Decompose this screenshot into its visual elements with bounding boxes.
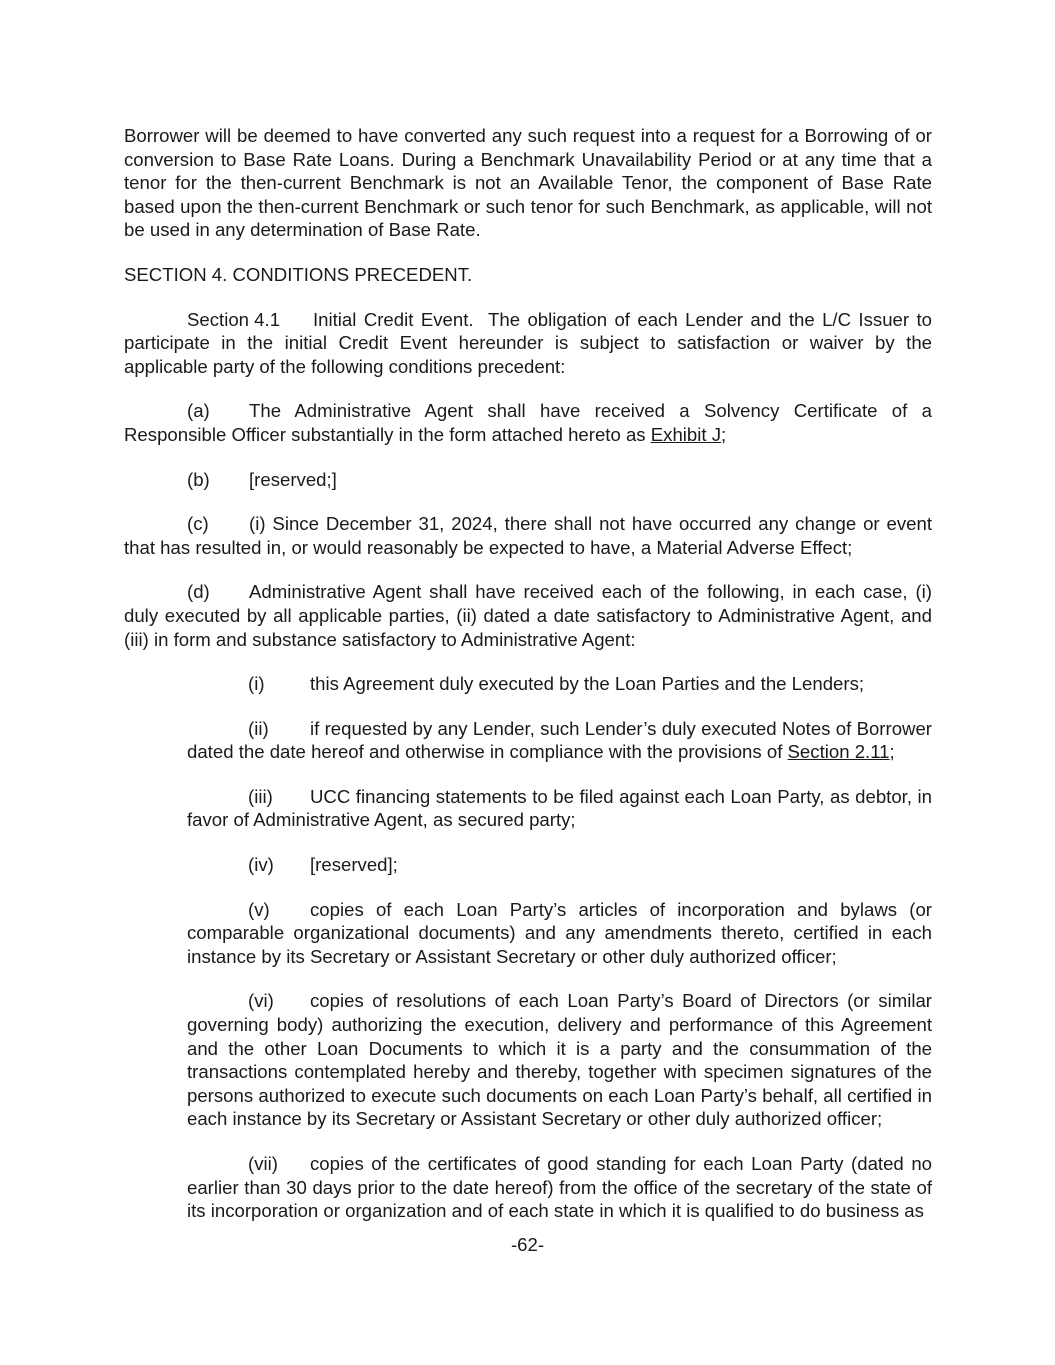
subclause-v (187, 898, 932, 969)
section-2-11-reference: Section 2.11 (787, 741, 890, 763)
section-4-1-text: The obligation of each Lender and the L/C Issuer to participate in the initial Credit Event hereunder is subject to satisfaction or waiver by the applicable party of the following conditions precedent: (124, 308, 938, 377)
clause-d (124, 580, 932, 651)
section-4-1-paragraph (124, 308, 938, 379)
subclause-iii-label: (iii) (248, 785, 273, 807)
subclause-vii-text: copies of the certificates of good standing for each Loan Party (dated no earlier than 30 days prior to the date hereof) from the office of the secretary of the state of its incorporation or organization and of each state in which it is qualified to do business as (187, 1153, 932, 1222)
subclause-ii-label: (ii) (248, 717, 269, 739)
intro-paragraph: Borrower will be deemed to have converted any such request into a request for a Borrowing of or conversion to Base Rate Loans. During a Benchmark Unavailability Period or at any time that a tenor for the then-current Benchmark is not an Available Tenor, the component of Base Rate based upon the then-current Benchmark or such tenor for such Benchmark, as applicable, will not be used in any determination of Base Rate. (124, 125, 932, 241)
subclause-ii (187, 717, 932, 764)
page-number: -62- (510, 1234, 545, 1255)
subclause-vii-label: (vii) (248, 1153, 278, 1174)
subclause-v-text: copies of each Loan Party’s articles of incorporation and bylaws (or comparable organizational documents) and any amendments thereto, certified in each instance by its Secretary or Assistant Secretary or other duly authorized officer; (187, 898, 932, 967)
clause-b-text: [reserved;] (249, 468, 337, 490)
document-page (124, 124, 938, 1223)
section-4-1-title: Initial Credit Event. (313, 308, 474, 330)
clause-b (124, 468, 932, 492)
subclause-vi-label: (vi) (248, 990, 274, 1012)
subclause-vii (187, 1152, 932, 1223)
exhibit-j-reference: Exhibit J (650, 423, 722, 445)
subclause-iv (187, 853, 932, 877)
subclause-iii-text: UCC financing statements to be filed against each Loan Party, as debtor, in favor of Administrative Agent, as secured party; (187, 785, 932, 831)
clause-c-label: (c) (187, 513, 209, 535)
clause-d-label: (d) (187, 581, 210, 603)
subclause-v-label: (v) (248, 898, 270, 920)
subclause-ii-text-end: ; (889, 741, 895, 763)
subclause-ii-text: if requested by any Lender, such Lender’s duly executed Notes of Borrower dated the date hereof and otherwise in compliance with the provisions of (187, 717, 932, 763)
subclause-i (187, 672, 932, 696)
clause-a-text-end: ; (721, 423, 727, 445)
clause-a-text: The Administrative Agent shall have received a Solvency Certificate of a Responsible Officer substantially in the form attached hereto as (124, 400, 932, 445)
clause-a-label: (a) (187, 400, 210, 422)
clause-d-text: Administrative Agent shall have received each of the following, in each case, (i) duly executed by all applicable parties, (ii) dated a date satisfactory to Administrative Agent, and (iii) in form and substance satisfactory to Administrative Agent: (124, 581, 932, 650)
subclause-vi (187, 989, 932, 1131)
subclause-iv-text: [reserved]; (310, 854, 398, 876)
clause-c (124, 512, 932, 559)
clause-c-text: (i) Since December 31, 2024, there shall not have occurred any change or event that has resulted in, or would reasonably be expected to have, a Material Adverse Effect; (124, 513, 932, 558)
subclause-vi-text: copies of resolutions of each Loan Party’s Board of Directors (or similar governing body) authorizing the execution, delivery and performance of this Agreement and the other Loan Documents to which it is a party and the consummation of the transactions contemplated hereby and thereby, together with specimen signatures of the persons authorized to execute such documents on each Loan Party’s behalf, all certified in each instance by its Secretary or Assistant Secretary or other duly authorized officer; (187, 990, 932, 1130)
subclause-iv-label: (iv) (248, 854, 274, 876)
subclause-iii (187, 785, 932, 832)
section-4-1-label: Section 4.1 (187, 308, 281, 330)
clause-a (124, 399, 932, 446)
subclause-i-label: (i) (248, 673, 265, 695)
clause-b-label: (b) (187, 468, 210, 490)
section-heading: SECTION 4. CONDITIONS PRECEDENT. (124, 263, 473, 285)
subclause-i-text: this Agreement duly executed by the Loan Parties and the Lenders; (310, 673, 865, 695)
